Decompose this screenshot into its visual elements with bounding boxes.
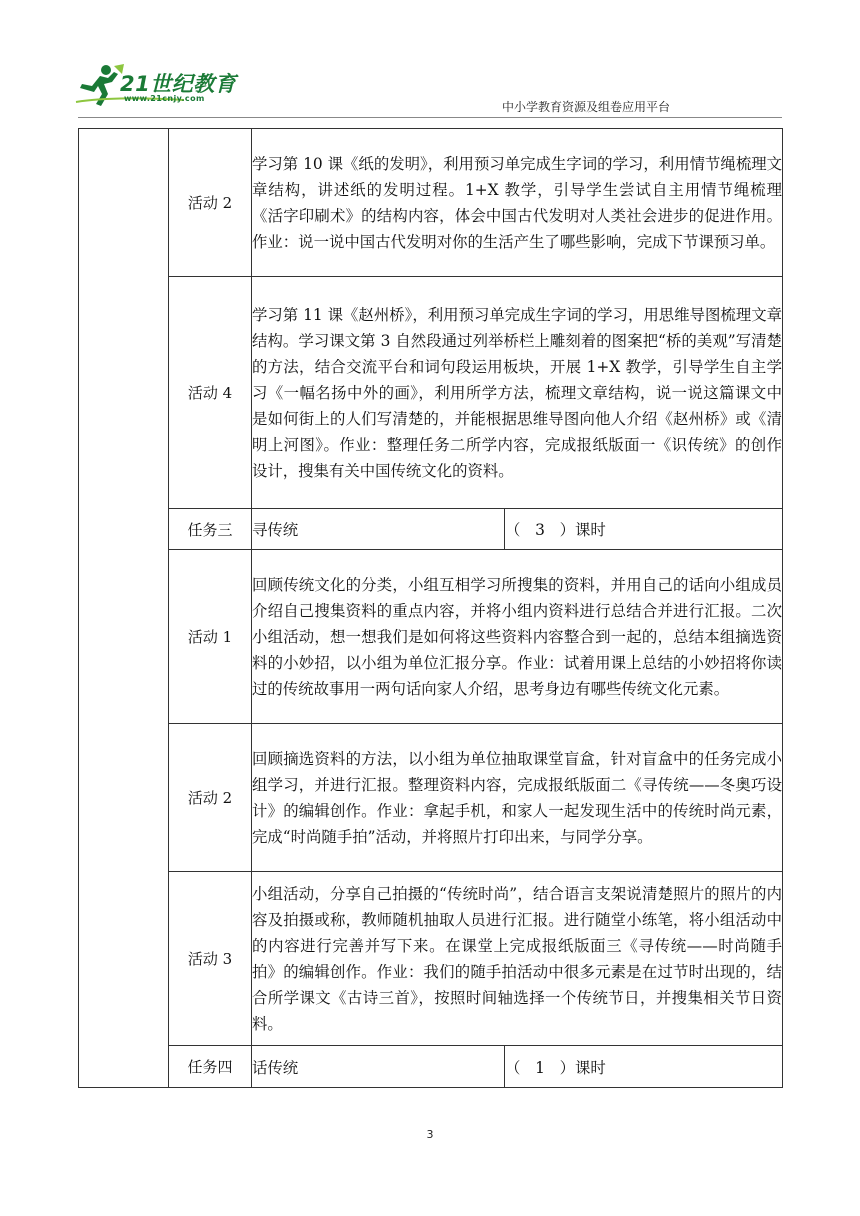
header-divider	[78, 117, 782, 118]
table-row	[79, 129, 783, 277]
table-row	[79, 277, 783, 509]
activity-label: 活动 4	[169, 277, 252, 509]
activity-label: 活动 3	[169, 872, 252, 1046]
hours-open: （	[505, 521, 521, 539]
hours-value: 3	[535, 521, 545, 539]
task-hours	[505, 509, 783, 550]
task-name: 寻传统	[252, 509, 505, 550]
table-row	[79, 724, 783, 872]
activity-content: 回顾摘选资料的方法，以小组为单位抽取课堂盲盒，针对盲盒中的任务完成小组学习，并进行汇报。整理资料内容，完成报纸版面二《寻传统——冬奥巧设计》的编辑创作。作业：拿起手机，和家人一起发现生活中的传统时尚元素，完成“时尚随手拍”活动，并将照片打印出来，与同学分享。	[252, 724, 783, 872]
task-hours	[505, 1046, 783, 1088]
logo-text: 21世纪教育	[120, 72, 237, 96]
hours-close: ）课时	[559, 521, 606, 539]
task-row	[79, 509, 783, 550]
hours-value: 1	[535, 1058, 545, 1077]
hours-open: （	[505, 1058, 521, 1077]
hours-close: ）课时	[559, 1058, 606, 1077]
activity-content: 回顾传统文化的分类，小组互相学习所搜集的资料，并用自己的话向小组成员介绍自己搜集资料的重点内容，并将小组内资料进行总结合并进行汇报。二次小组活动，想一想我们是如何将这些资料内容整合到一起的，总结本组摘选资料的小妙招，以小组为单位汇报分享。作业：试着用课上总结的小妙招将你读过的传统故事用一两句话向家人介绍，思考身边有哪些传统文化元素。	[252, 550, 783, 724]
task-label: 任务四	[169, 1046, 252, 1088]
merged-left-cell	[79, 129, 169, 1088]
activity-label: 活动 2	[169, 724, 252, 872]
table-row	[79, 872, 783, 1046]
activity-label: 活动 1	[169, 550, 252, 724]
activity-content: 学习第 10 课《纸的发明》，利用预习单完成生字词的学习，利用情节绳梳理文章结构，讲述纸的发明过程。1+X 教学，引导学生尝试自主用情节绳梳理《活字印刷术》的结构内容，体会中国古代发明对人类社会进步的促进作用。作业：说一说中国古代发明对你的生活产生了哪些影响，完成下节课预习单。	[252, 129, 783, 277]
activity-label: 活动 2	[169, 129, 252, 277]
task-label: 任务三	[169, 509, 252, 550]
activity-content: 小组活动，分享自己拍摄的“传统时尚”，结合语言支架说清楚照片的照片的内容及拍摄或称，教师随机抽取人员进行汇报。进行随堂小练笔，将小组活动中的内容进行完善并写下来。在课堂上完成报纸版面三《寻传统——时尚随手拍》的编辑创作。作业：我们的随手拍活动中很多元素是在过节时出现的，结合所学课文《古诗三首》，按照时间轴选择一个传统节日，并搜集相关节日资料。	[252, 872, 783, 1046]
task-name: 话传统	[252, 1046, 505, 1088]
lesson-table	[78, 128, 783, 1088]
task-row	[79, 1046, 783, 1088]
platform-title: 中小学教育资源及组卷应用平台	[501, 100, 670, 114]
page-number: 3	[426, 1128, 434, 1141]
table-row	[79, 550, 783, 724]
activity-content: 学习第 11 课《赵州桥》，利用预习单完成生字词的学习，用思维导图梳理文章结构。学习课文第 3 自然段通过列举桥栏上雕刻着的图案把“桥的美观”写清楚的方法，结合交流平台和词句段运用板块，开展 1+X 教学，引导学生自主学习《一幅名扬中外的画》，利用所学方法，梳理文章结构，说一说这篇课文中是如何街上的人们写清楚的，并能根据思维导图向他人介绍《赵州桥》或《清明上河图》。作业：整理任务二所学内容，完成报纸版面一《识传统》的创作设计，搜集有关中国传统文化的资料。	[252, 277, 783, 509]
logo-url: www.21cnjy.com	[124, 94, 205, 103]
